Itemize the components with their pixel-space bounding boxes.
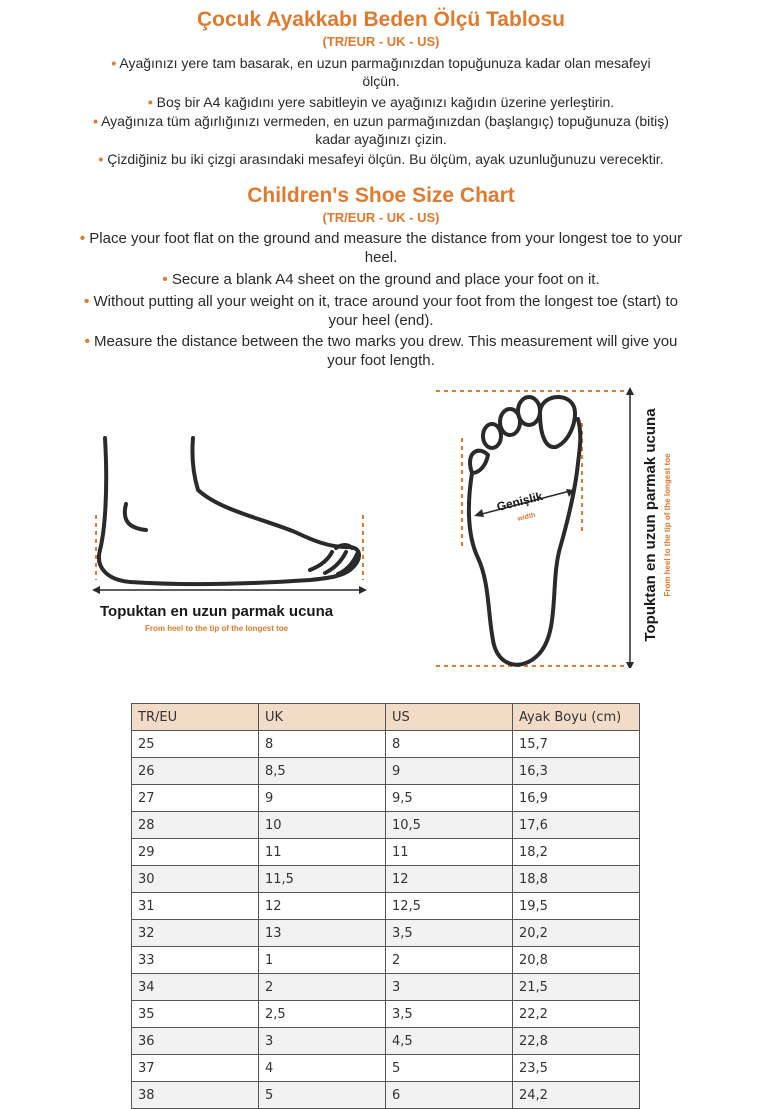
- cell-uk: 10: [259, 812, 386, 839]
- size-table: [131, 703, 640, 1109]
- table-row: [132, 839, 640, 866]
- length-arrow-right-icon: [359, 586, 367, 594]
- cell-us: 9: [386, 758, 513, 785]
- vertical-arrow-bottom-icon: [626, 662, 634, 668]
- cell-uk: 11,5: [259, 866, 386, 893]
- cell-us: 8: [386, 731, 513, 758]
- tr-bullet-1: • Ayağınızı yere tam basarak, en uzun parmağınızdan topuğunuza kadar olan mesafeyi: [111, 55, 651, 71]
- cell-uk: 3: [259, 1028, 386, 1055]
- cell-us: 6: [386, 1082, 513, 1109]
- table-row: [132, 920, 640, 947]
- cell-foot-length: 22,8: [513, 1028, 640, 1055]
- cell-tr-eu: 36: [132, 1028, 259, 1055]
- table-row: [132, 812, 640, 839]
- cell-tr-eu: 38: [132, 1082, 259, 1109]
- table-row: [132, 947, 640, 974]
- cell-uk: 13: [259, 920, 386, 947]
- en-bullet-4-cont: your foot length.: [327, 352, 435, 369]
- table-header-row: [132, 704, 640, 731]
- table-row: [132, 974, 640, 1001]
- cell-foot-length: 20,8: [513, 947, 640, 974]
- header-foot-length: Ayak Boyu (cm): [513, 704, 640, 731]
- width-label: Genişlik: [495, 489, 545, 514]
- cell-tr-eu: 32: [132, 920, 259, 947]
- header-uk: UK: [259, 704, 386, 731]
- cell-us: 12,5: [386, 893, 513, 920]
- table-row: [132, 866, 640, 893]
- header-us: US: [386, 704, 513, 731]
- cell-foot-length: 22,2: [513, 1001, 640, 1028]
- cell-us: 3: [386, 974, 513, 1001]
- en-bullet-3: • Without putting all your weight on it, trace around your foot from the longest toe (start) to: [84, 293, 678, 310]
- table-row: [132, 758, 640, 785]
- tr-bullet-2: • Boş bir A4 kağıdını yere sabitleyin ve ayağınızı kağıdın üzerine yerleştirin.: [147, 94, 615, 110]
- cell-tr-eu: 30: [132, 866, 259, 893]
- cell-us: 10,5: [386, 812, 513, 839]
- cell-us: 11: [386, 839, 513, 866]
- tr-bullet-3-cont: kadar ayağınızı çizin.: [315, 131, 447, 147]
- cell-tr-eu: 26: [132, 758, 259, 785]
- cell-foot-length: 15,7: [513, 731, 640, 758]
- tr-title: Çocuk Ayakkabı Beden Ölçü Tablosu: [197, 8, 565, 31]
- table-row: [132, 1082, 640, 1109]
- cell-us: 12: [386, 866, 513, 893]
- cell-uk: 8: [259, 731, 386, 758]
- cell-uk: 2: [259, 974, 386, 1001]
- en-title: Children's Shoe Size Chart: [247, 184, 515, 207]
- cell-uk: 9: [259, 785, 386, 812]
- cell-us: 3,5: [386, 1001, 513, 1028]
- side-foot-diagram: [80, 420, 380, 635]
- cell-us: 5: [386, 1055, 513, 1082]
- cell-foot-length: 18,2: [513, 839, 640, 866]
- cell-uk: 12: [259, 893, 386, 920]
- vertical-arrow-top-icon: [626, 387, 634, 395]
- cell-foot-length: 16,9: [513, 785, 640, 812]
- length-arrow-left-icon: [92, 586, 100, 594]
- cell-us: 2: [386, 947, 513, 974]
- cell-us: 4,5: [386, 1028, 513, 1055]
- en-bullet-2: • Secure a blank A4 sheet on the ground and place your foot on it.: [162, 271, 600, 288]
- width-sublabel: width: [516, 511, 537, 523]
- cell-foot-length: 16,3: [513, 758, 640, 785]
- cell-foot-length: 24,2: [513, 1082, 640, 1109]
- cell-foot-length: 20,2: [513, 920, 640, 947]
- tr-bullet-4: • Çizdiğiniz bu iki çizgi arasındaki mesafeyi ölçün. Bu ölçüm, ayak uzunluğunuzu verecektir.: [98, 151, 664, 167]
- cell-tr-eu: 33: [132, 947, 259, 974]
- cell-uk: 8,5: [259, 758, 386, 785]
- tr-bullet-3: • Ayağınıza tüm ağırlığınızı vermeden, en uzun parmağınızdan (başlangıç) topuğunuza (bitiş): [93, 113, 669, 129]
- cell-tr-eu: 25: [132, 731, 259, 758]
- tr-subtitle: (TR/EUR - UK - US): [322, 34, 440, 49]
- cell-uk: 1: [259, 947, 386, 974]
- tr-bullet-1-cont: ölçün.: [362, 73, 400, 89]
- table-row: [132, 785, 640, 812]
- vertical-length-sublabel: From heel to the tip of the longest toe: [663, 453, 672, 597]
- en-bullet-1: • Place your foot flat on the ground and measure the distance from your longest toe to your: [79, 230, 683, 247]
- cell-uk: 11: [259, 839, 386, 866]
- width-arrow-left-icon: [474, 509, 484, 517]
- cell-foot-length: 23,5: [513, 1055, 640, 1082]
- cell-uk: 4: [259, 1055, 386, 1082]
- side-length-label: Topuktan en uzun parmak ucuna: [100, 603, 334, 620]
- cell-foot-length: 21,5: [513, 974, 640, 1001]
- cell-foot-length: 18,8: [513, 866, 640, 893]
- table-row: [132, 1055, 640, 1082]
- header-tr-eu: TR/EU: [132, 704, 259, 731]
- en-bullet-4: • Measure the distance between the two marks you drew. This measurement will give you: [84, 333, 678, 350]
- cell-tr-eu: 29: [132, 839, 259, 866]
- cell-tr-eu: 31: [132, 893, 259, 920]
- en-bullet-3-cont: your heel (end).: [328, 312, 434, 329]
- table-row: [132, 1001, 640, 1028]
- cell-tr-eu: 35: [132, 1001, 259, 1028]
- vertical-length-label: Topuktan en uzun parmak ucuna: [642, 408, 659, 642]
- cell-tr-eu: 27: [132, 785, 259, 812]
- cell-us: 9,5: [386, 785, 513, 812]
- cell-tr-eu: 34: [132, 974, 259, 1001]
- cell-tr-eu: 37: [132, 1055, 259, 1082]
- cell-tr-eu: 28: [132, 812, 259, 839]
- table-row: [132, 731, 640, 758]
- cell-us: 3,5: [386, 920, 513, 947]
- cell-uk: 2,5: [259, 1001, 386, 1028]
- cell-foot-length: 17,6: [513, 812, 640, 839]
- table-row: [132, 893, 640, 920]
- table-row: [132, 1028, 640, 1055]
- en-bullet-1-cont: heel.: [364, 249, 398, 266]
- cell-uk: 5: [259, 1082, 386, 1109]
- top-foot-diagram: [430, 383, 692, 668]
- cell-foot-length: 19,5: [513, 893, 640, 920]
- en-subtitle: (TR/EUR - UK - US): [322, 210, 440, 225]
- side-length-sublabel: From heel to the tip of the longest toe: [145, 624, 289, 633]
